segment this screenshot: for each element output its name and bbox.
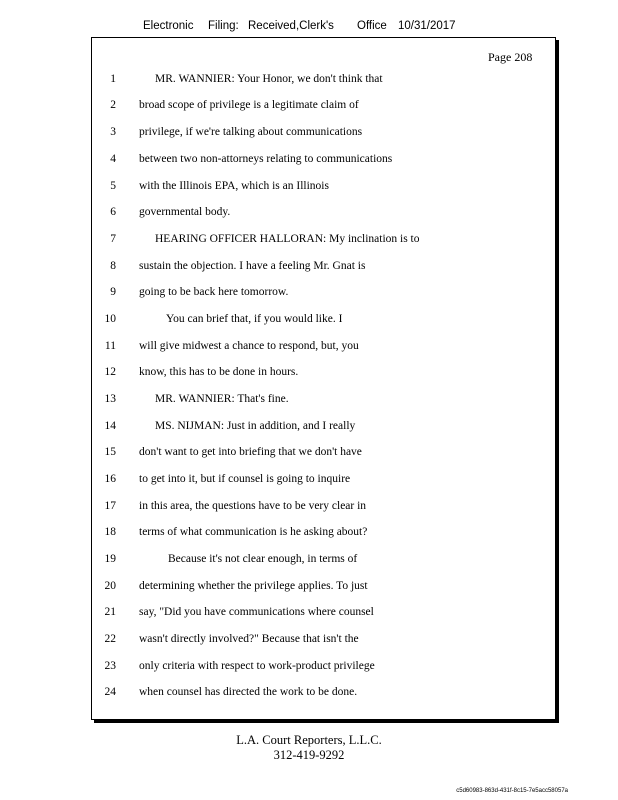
line-text: HEARING OFFICER HALLORAN: My inclination is to	[155, 233, 420, 245]
line-text: terms of what communication is he asking about?	[139, 526, 368, 538]
line-number: 20	[104, 580, 116, 592]
line-number: 8	[110, 260, 116, 272]
transcript-line	[0, 340, 618, 356]
filing-stamp	[0, 20, 618, 36]
transcript-line	[0, 473, 618, 489]
line-number: 16	[104, 473, 116, 485]
line-text: You can brief that, if you would like. I	[166, 313, 343, 325]
line-text: wasn't directly involved?" Because that isn't the	[139, 633, 359, 645]
transcript-line	[0, 180, 618, 196]
line-number: 14	[104, 420, 116, 432]
line-number: 1	[110, 73, 116, 85]
line-text: going to be back here tomorrow.	[139, 286, 289, 298]
line-text: to get into it, but if counsel is going to inquire	[139, 473, 351, 485]
transcript-line	[0, 153, 618, 169]
line-number: 21	[104, 606, 116, 618]
transcript-line	[0, 580, 618, 596]
line-number: 10	[104, 313, 116, 325]
line-text: Because it's not clear enough, in terms of	[168, 553, 358, 565]
line-text: know, this has to be done in hours.	[139, 366, 299, 378]
transcript-line	[0, 99, 618, 115]
line-text: with the Illinois EPA, which is an Illinois	[139, 180, 329, 192]
transcript-line	[0, 126, 618, 142]
line-number: 3	[110, 126, 116, 138]
transcript-line	[0, 366, 618, 382]
line-number: 23	[104, 660, 116, 672]
line-number: 24	[104, 686, 116, 698]
line-number: 6	[110, 206, 116, 218]
line-number: 17	[104, 500, 116, 512]
line-number: 4	[110, 153, 116, 165]
line-text: broad scope of privilege is a legitimate claim of	[139, 99, 359, 111]
reporter-phone: 312-419-9292	[273, 748, 345, 762]
line-number: 12	[104, 366, 116, 378]
transcript-line	[0, 446, 618, 462]
line-number: 11	[104, 340, 116, 352]
document-hash: c5d60983-863d-431f-8c15-7e5acc58057a	[456, 788, 568, 794]
transcript-line	[0, 260, 618, 276]
line-text: when counsel has directed the work to be done.	[139, 686, 358, 698]
filing-received: Received,Clerk's	[248, 20, 334, 32]
line-text: privilege, if we're talking about communications	[139, 126, 363, 138]
line-number: 7	[110, 233, 116, 245]
transcript-line	[0, 606, 618, 622]
line-text: say, "Did you have communications where counsel	[139, 606, 374, 618]
filing-electronic: Electronic	[143, 20, 194, 32]
transcript-line	[0, 660, 618, 676]
transcript-line	[0, 633, 618, 649]
transcript-line	[0, 73, 618, 89]
transcript-line	[0, 500, 618, 516]
line-text: don't want to get into briefing that we don't have	[139, 446, 362, 458]
transcript-line	[0, 286, 618, 302]
filing-office: Office	[357, 20, 387, 32]
line-number: 9	[110, 286, 116, 298]
reporter-company: L.A. Court Reporters, L.L.C.	[236, 733, 382, 747]
line-number: 18	[104, 526, 116, 538]
line-text: will give midwest a chance to respond, but, you	[139, 340, 359, 352]
line-number: 13	[104, 393, 116, 405]
filing-filing: Filing:	[208, 20, 239, 32]
line-text: in this area, the questions have to be very clear in	[139, 500, 367, 512]
line-text: only criteria with respect to work-product privilege	[139, 660, 375, 672]
transcript-line	[0, 393, 618, 409]
line-number: 19	[104, 553, 116, 565]
transcript-line	[0, 206, 618, 222]
transcript-line	[0, 526, 618, 542]
transcript-line	[0, 686, 618, 702]
line-text: sustain the objection. I have a feeling Mr. Gnat is	[139, 260, 366, 272]
transcript-line	[0, 233, 618, 249]
line-text: MR. WANNIER: That's fine.	[155, 393, 289, 405]
transcript-line	[0, 420, 618, 436]
transcript-line	[0, 553, 618, 569]
line-text: between two non-attorneys relating to communications	[139, 153, 393, 165]
line-number: 22	[104, 633, 116, 645]
line-number: 2	[110, 99, 116, 111]
line-text: MR. WANNIER: Your Honor, we don't think that	[155, 73, 383, 85]
line-number: 15	[104, 446, 116, 458]
line-text: determining whether the privilege applies. To just	[139, 580, 368, 592]
line-number: 5	[110, 180, 116, 192]
line-text: governmental body.	[139, 206, 231, 218]
line-text: MS. NIJMAN: Just in addition, and I really	[155, 420, 356, 432]
page-number: Page 208	[488, 50, 533, 64]
transcript-line	[0, 313, 618, 329]
filing-date: 10/31/2017	[398, 20, 456, 32]
